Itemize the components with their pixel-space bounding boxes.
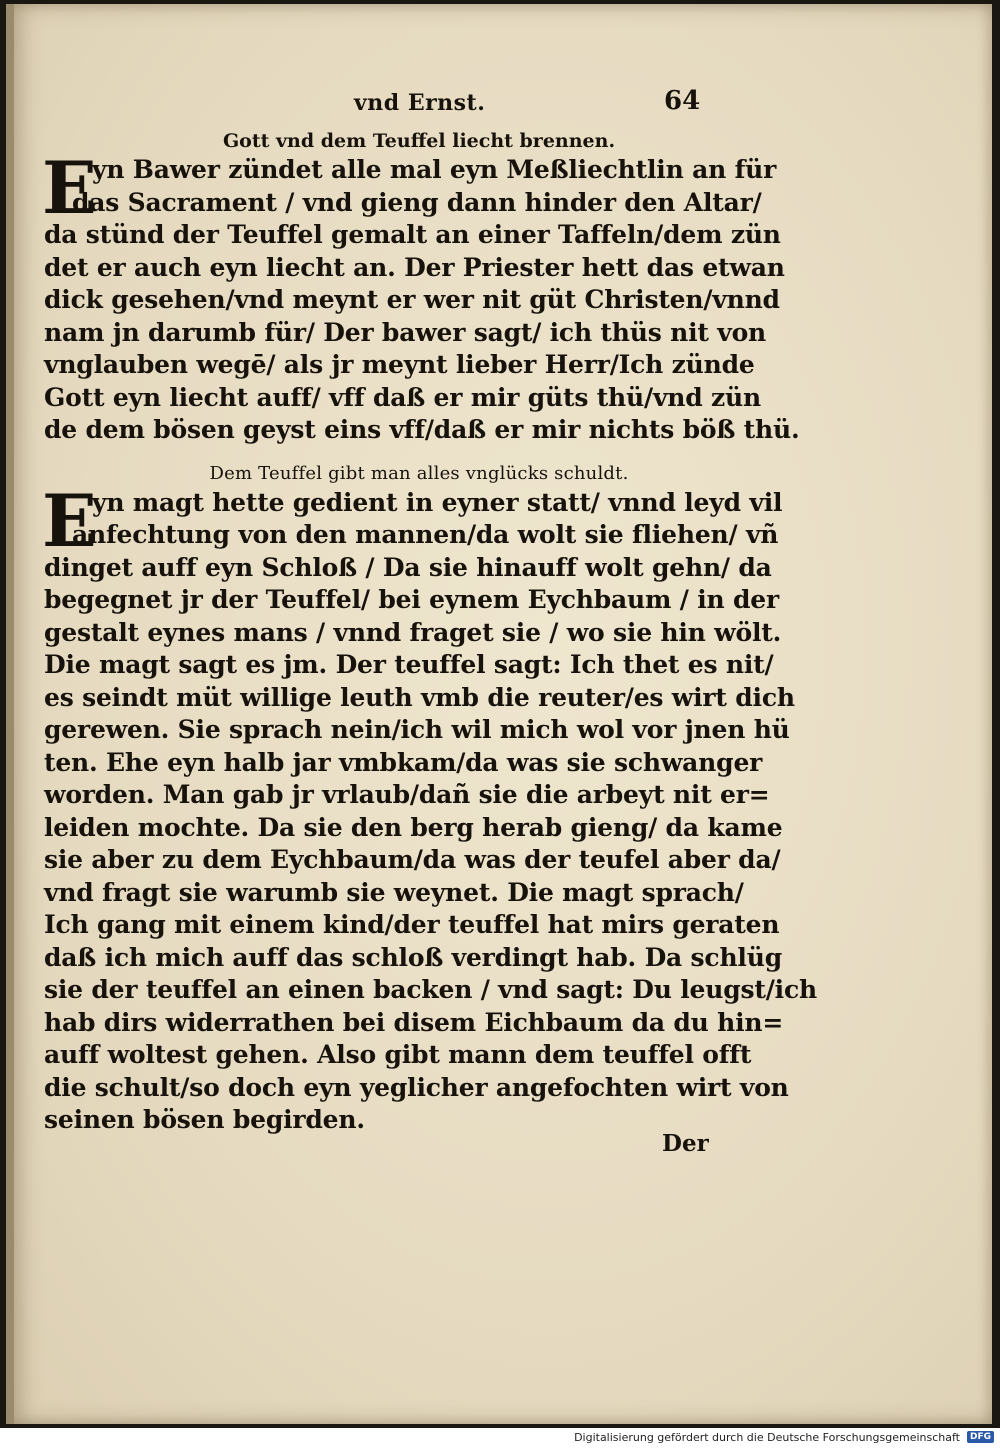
text-line: leiden mochte. Da sie den berg herab gieng/ da kame	[44, 812, 783, 842]
text-line: nam jn darumb für/ Der bawer sagt/ ich thüs nit von	[44, 317, 767, 347]
text-line: anfechtung von den mannen/da wolt sie fliehen/ vñ	[72, 520, 779, 549]
text-line: vnd fragt sie warumb sie weynet. Die magt sprach/	[44, 877, 744, 907]
text-line: die schult/so doch eyn yeglicher angefochten wirt von	[44, 1072, 789, 1102]
text-line: hab dirs widerrathen bei disem Eichbaum da du hin=	[44, 1007, 784, 1037]
text-line: Gott eyn liecht auff/ vff daß er mir güts thü/vnd zün	[44, 382, 761, 412]
text-line: auff woltest gehen. Also gibt mann dem teuffel offt	[44, 1040, 752, 1069]
initial-letter: E	[42, 145, 97, 230]
text-line: ten. Ehe eyn halb jar vmbkam/da was sie schwanger	[44, 747, 763, 777]
catchword: Der	[662, 1130, 709, 1157]
text-line: das Sacrament / vnd gieng dann hinder den Altar/	[72, 187, 762, 217]
paragraph-2	[42, 477, 817, 1137]
text-line: seinen bösen begirden.	[44, 1105, 365, 1134]
footer-bar	[0, 1428, 1000, 1448]
text-line: es seindt müt willige leuth vmb die reuter/es wirt dich	[44, 682, 795, 712]
text-line: gerewen. Sie sprach nein/ich wil mich wol vor jnen hü	[44, 715, 790, 744]
running-head	[44, 80, 764, 124]
page-gutter-edge	[6, 4, 14, 1424]
text-line: de dem bösen geyst eins vff/daß er mir nichts böß thü.	[44, 415, 800, 444]
text-line: det er auch eyn liecht an. Der Priester hett das etwan	[44, 252, 785, 282]
section-title-1: Gott vnd dem Teuffel liecht brennen.	[222, 130, 616, 152]
text-line: da stünd der Teuffel gemalt an einer Taffeln/dem zün	[44, 220, 781, 249]
text-line: Ich gang mit einem kind/der teuffel hat mirs geraten	[44, 910, 780, 939]
text-line: daß ich mich auff das schloß verdingt hab. Da schlüg	[44, 942, 782, 972]
text-line: yn Bawer zündet alle mal eyn Meßliechtlin an für	[92, 155, 777, 184]
funding-credit[interactable]: Digitalisierung gefördert durch die Deutsche Forschungsgemeinschaft	[574, 1431, 960, 1444]
book-page	[6, 4, 992, 1424]
text-line: begegnet jr der Teuffel/ bei eynem Eychbaum / in der	[44, 585, 779, 614]
text-line: dinget auff eyn Schloß / Da sie hinauff wolt gehn/ da	[44, 552, 772, 582]
text-line: sie der teuffel an einen backen / vnd sagt: Du leugst/ich	[44, 975, 817, 1004]
text-line: vnglauben wegē/ als jr meynt lieber Herr/Ich zünde	[44, 350, 755, 379]
paragraph-1	[42, 145, 800, 447]
text-block	[42, 80, 817, 1157]
initial-letter: E	[42, 477, 97, 563]
text-line: worden. Man gab jr vrlaub/dañ sie die arbeyt nit er=	[44, 780, 770, 809]
text-line: yn magt hette gedient in eyner statt/ vnnd leyd vil	[92, 487, 783, 517]
section-title-2: Dem Teuffel gibt man alles vnglücks schuldt.	[209, 462, 629, 484]
folio-number: 64	[664, 86, 701, 116]
text-line: gestalt eynes mans / vnnd fraget sie / wo sie hin wölt.	[44, 617, 782, 647]
text-line: sie aber zu dem Eychbaum/da was der teufel aber da/	[44, 845, 781, 874]
dfg-logo-icon[interactable]: DFG	[967, 1431, 994, 1443]
text-line: Die magt sagt es jm. Der teuffel sagt: Ich thet es nit/	[44, 650, 774, 679]
text-line: dick gesehen/vnd meynt er wer nit güt Christen/vnnd	[44, 285, 780, 314]
running-title: vnd Ernst.	[354, 90, 486, 116]
